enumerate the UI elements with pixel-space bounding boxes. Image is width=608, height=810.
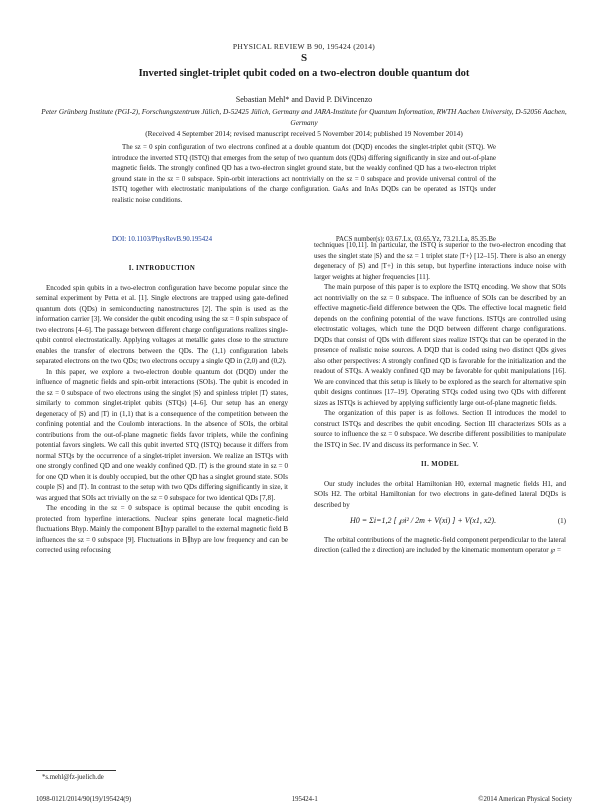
paragraph: techniques [10,11]. In particular, the ISTQ is superior to the two-electron encoding that uses the singlet state |S⟩ and the sz = 1 triplet state |T+⟩ [12–15]. There is also an energy degeneracy of |S⟩ and |T+⟩ in this setup, but hyperfine interactions induce noise with larger weights at higher frequencies [11]. <box>314 241 566 281</box>
paper-title: Inverted singlet-triplet qubit coded on a two-electron double quantum dot <box>138 68 470 79</box>
journal-logo-icon: S <box>300 52 308 64</box>
received-dates: (Received 4 September 2014; revised manuscript received 5 November 2014; published 19 November 2014) <box>145 129 463 138</box>
page-footer <box>36 796 572 803</box>
paragraph: Encoded spin qubits in a two-electron configuration have become popular since the seminal experiment by Petta et al. [1]. Single electrons are trapped using gate-defined quantum dots (QDs) in semiconducting nanostructures [2]. The spin is used as the information carrier [3]. We consider the qubit encoding using the sz = 0 spin subspace of two electrons [4–6]. The passage between different charge configurations realizes single-qubit control electrostatically. Applying voltages at metallic gates close to the structure enables the transfer of electrons between the QDs. The (1,1) configuration labels separated electrons on the two QDs; two electrons occupy a single QD in (2,0) and (0,2). <box>36 283 288 365</box>
footer-issn: 1098-0121/2014/90(19)/195424(9) <box>36 796 132 803</box>
paragraph: The organization of this paper is as follows. Section II introduces the model to construct ISTQs and describes the qubit encoding. Section III characterizes SOIs as a source to influence the sz = 0 subspace. We describe different possibilities to manipulate the ISTQ in Sec. IV and discuss its performance in Sec. V. <box>314 409 566 449</box>
footnote-divider <box>36 770 116 771</box>
paragraph: The main purpose of this paper is to explore the ISTQ encoding. We show that SOIs act nontrivially on the sz = 0 subspace. The influence of SOIs can be described by an effective magnetic-field difference between the QDs. The effective local magnetic field depends on the confining potential of the wave functions. ISTQs are controlled using electrostatic voltages, which tune the DQD between different charge configurations. DQDs that consist of QDs with different sizes realize ISTQs that can be operated in the presence of realistic noise sources. A DQD that is coded using two distinct QDs gives also other perspectives: A strongly confined QD is favorable for the initialization and the readout of STQs. A weakly confined QD may be favorable for qubit manipulations [16]. We are convinced that this setup is likely to be explored as the search for alternative spin qubit designs continues [17–19]. Operating STQs coded using two QDs with different sizes as ISTQs is achieved by applying sufficiently large out-of-plane magnetic fields. <box>314 283 566 407</box>
paragraph: In this paper, we explore a two-electron double quantum dot (DQD) under the influence of magnetic fields and spin-orbit interactions (SOIs). The qubit is encoded in the sz = 0 subspace of two electrons using the singlet |S⟩ and spinless triplet |T⟩ states, similarly to common singlet-triplet qubits (STQs) [4–6]. Our setup has an energy degeneracy of |S⟩ and |T⟩ in (1,1) that is a consequence of the competition between the confining potential and the Coulomb interactions. In the absence of SOIs, the orbital contributions from the out-of-plane magnetic fields favor triplets, while the confining potential favors singlets. We call this qubit inverted STQ (ISTQ) because it differs from normal STQs by the occurrence of a singlet-triplet inversion. We realize an ISTQs with one strongly confined QD and one weakly confined QD. |T⟩ is the ground state in sz = 0 for one QD when it is doubly occupied, but the other QD has a singlet ground state. SOIs couple |S⟩ and |T⟩. In contrast to the setup with two QDs differing significantly in size, it was argued that SOIs act trivially on the sz = 0 subspace for two identical QDs [7,8]. <box>36 367 288 502</box>
section-heading-model: II. MODEL <box>421 461 459 468</box>
footnote-email: *s.mehl@fz-juelich.de <box>42 774 104 781</box>
page-number: 195424-1 <box>291 796 318 803</box>
pacs-numbers: PACS number(s): 03.67.Lx, 03.65.Yz, 73.21.La, 85.35.Be <box>335 236 496 243</box>
paragraph: Our study includes the orbital Hamiltonian H0, external magnetic fields H1, and SOIs H2. The orbital Hamiltonian for two electrons in gate-defined lateral DQDs is described by <box>314 479 566 509</box>
equation-number: (1) <box>557 517 566 525</box>
journal-header: PHYSICAL REVIEW B 90, 195424 (2014) <box>232 42 376 51</box>
paragraph: The orbital contributions of the magnetic-field component perpendicular to the lateral direction (called the z direction) are included by the kinematic momentum operator ℘ = <box>314 535 566 554</box>
equation-body: H0 = Σi=1,2 [ ℘i² / 2m + V(xi) ] + V(x1, x2). <box>350 516 497 525</box>
left-column <box>36 258 288 556</box>
affiliation: Peter Grünberg Institute (PGI-2), Forschungszentrum Jülich, D-52425 Jülich, Germany and JARA-Institute for Quantum Information, RWTH Aachen University, D-52056 Aachen, Germany <box>41 107 567 127</box>
doi-link[interactable]: DOI: 10.1103/PhysRevB.90.195424 <box>112 236 213 243</box>
section-heading-introduction: I. INTRODUCTION <box>128 265 196 272</box>
abstract: The sz = 0 spin configuration of two electrons confined at a double quantum dot (DQD) encodes the singlet-triplet qubit (STQ). We introduce the inverted STQ (ISTQ) that emerges from the setup of two quantum dots (QDs) differing significantly in size and out-of-plane magnetic fields. The strongly confined QD has a two-electron singlet ground state, but the weakly confined QD has a two-electron triplet ground state in the sz = 0 subspace. Spin-orbit interactions act nontrivially on the sz = 0 subspace and provide universal control of the ISTQ together with electrostatic manipulations of the charge configuration. GaAs and InAs DQDs can be operated as ISTQs under realistic noise conditions. <box>112 144 496 204</box>
copyright: ©2014 American Physical Society <box>478 796 572 803</box>
author-list: Sebastian Mehl* and David P. DiVincenzo <box>235 95 373 104</box>
equation-1 <box>314 516 566 527</box>
right-column <box>314 240 566 556</box>
paragraph: The encoding in the sz = 0 subspace is optimal because the qubit encoding is protected from hyperfine interactions. Nuclear spins generate local magnetic-field fluctuations Bhyp. Mainly the component B∥hyp parallel to the external magnetic field B influences the sz = 0 subspace [9]. Fluctuations in B∥hyp are low frequency and can be corrected using refocusing <box>36 504 288 554</box>
